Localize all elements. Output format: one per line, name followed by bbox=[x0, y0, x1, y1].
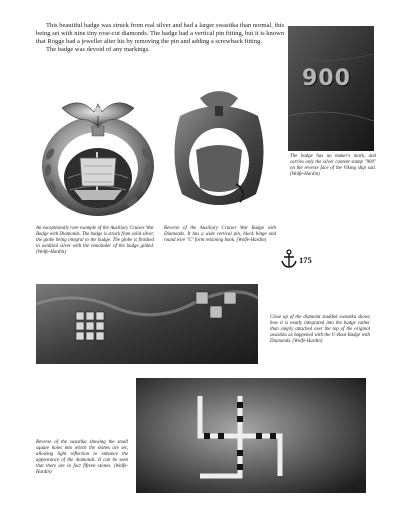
intro-paragraph: The badge was devoid of any markings. bbox=[46, 46, 150, 54]
anchor-icon bbox=[280, 249, 298, 269]
intro-paragraph: This beautiful badge was struck from real silver and had a larger swastika than normal, this being set with nine tiny rose-cut diamonds. The badge had a vertical pin fitting, but it is known that Rogge had a jeweller alter his by removing the pin and adding a screwback fitting. bbox=[36, 22, 284, 46]
caption-closeup: Close up of the diamond studded swastika shows how it is neatly integrated into the badge rather than simply attached over the top of the original swastika as happened with the U-Boat Badge with Diamonds. (Wolfe-Hardin) bbox=[270, 315, 370, 345]
swastika-closeup-photo bbox=[36, 284, 258, 364]
caption-mark: The badge has no maker's mark, and carries only the silver content stamp "900" on the reverse face of the Viking ship sail. (Wolfe-Hardin) bbox=[290, 154, 376, 178]
badge-front-photo bbox=[28, 86, 168, 224]
silver-stamp-photo bbox=[288, 26, 374, 151]
caption-reverse: Reverse of the Auxiliary Cruiser War Badge with Diamonds. It has a wide vertical pin, block hinge and round wire "C" form retaining hook. (Wolfe-Hardin) bbox=[164, 226, 276, 244]
page-number: 175 bbox=[299, 255, 312, 265]
intro-text bbox=[36, 22, 284, 54]
swastika-reverse-photo bbox=[136, 378, 366, 493]
caption-front: An exceptionally rare example of the Auxiliary Cruiser War Badge with Diamonds. The badge is struck from solid silver, the globe being integral to the badge. The globe is finished in oxidized silver with the remainder of the badge gilded. (Wolfe-Hardin) bbox=[36, 226, 154, 256]
badge-reverse-photo bbox=[160, 76, 278, 221]
caption-swastika-reverse: Reverse of the swastika showing the small square holes into which the stones are set, allowing light reflection to enhance the appearance of the diamonds. It can be seen that there are in fact fifteen stones. (Wolfe-Hardin) bbox=[36, 440, 128, 476]
stamp-900-text: 900 bbox=[302, 66, 351, 91]
